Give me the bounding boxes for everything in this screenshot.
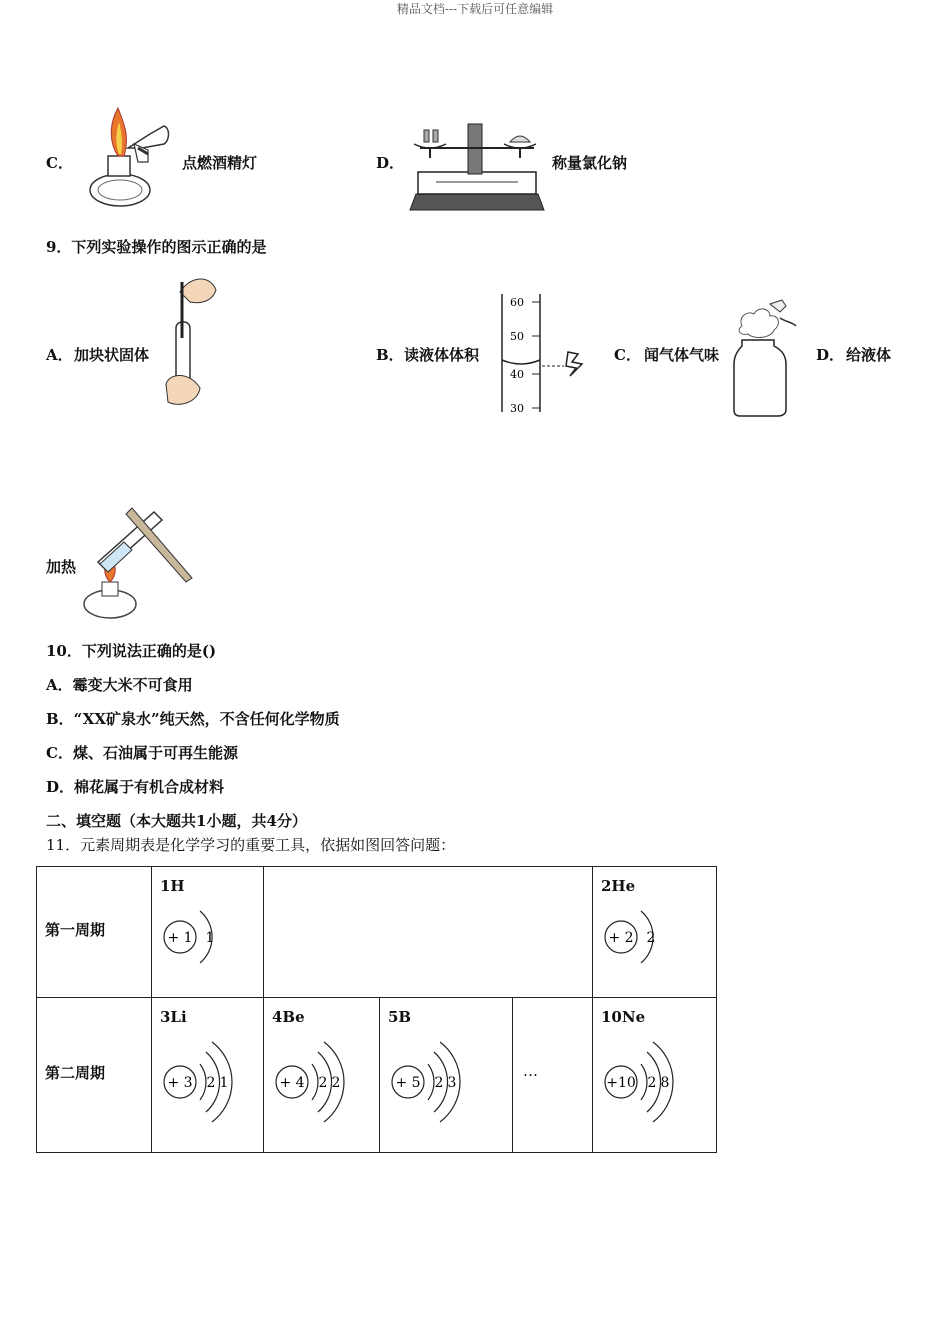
nucleus-li: + 3 xyxy=(167,1075,193,1091)
element-cell-b xyxy=(380,998,513,1153)
element-cell-ne xyxy=(593,998,717,1153)
ellipsis-cell xyxy=(513,998,593,1153)
period-2-cell xyxy=(37,998,152,1153)
q9-option-d-text-cont: 加热 xyxy=(46,558,77,576)
atom-diagram-h xyxy=(160,909,220,965)
atom-diagram-he xyxy=(601,909,661,965)
period-1-label: 第一周期 xyxy=(45,921,106,939)
nucleus-ne: +10 xyxy=(606,1075,636,1091)
q9-option-c-text: 闻气体气味 xyxy=(644,346,720,364)
q9-option-d-letter: D． xyxy=(816,346,845,364)
element-cell-h xyxy=(152,867,264,998)
q9-option-b-letter: B． xyxy=(376,346,404,364)
cylinder-tick-40: 40 xyxy=(510,368,524,381)
q10-option-d: D．棉花属于有机合成材料 xyxy=(46,778,225,796)
element-label-he: 2He xyxy=(601,877,636,895)
element-cell-he xyxy=(593,867,717,998)
cylinder-tick-50: 50 xyxy=(510,330,524,343)
q10-option-c: C．煤、石油属于可再生能源 xyxy=(46,744,238,762)
periodic-table xyxy=(36,866,717,1153)
smelling-gas-figure xyxy=(730,296,800,418)
q8-option-c-text: 点燃酒精灯 xyxy=(182,154,258,172)
graduated-cylinder-figure xyxy=(498,292,594,416)
shell-ne-2: 8 xyxy=(660,1075,670,1091)
period-2-label: 第二周期 xyxy=(45,1064,106,1082)
ellipsis: … xyxy=(523,1062,538,1080)
q8-option-d-text: 称量氯化钠 xyxy=(552,154,628,172)
nucleus-b: + 5 xyxy=(395,1075,421,1091)
page-header: 精品文档---下载后可任意编辑 xyxy=(396,2,554,16)
period-1-cell xyxy=(37,867,152,998)
q9-option-a-letter: A． xyxy=(46,346,73,364)
q9-stem: 9．下列实验操作的图示正确的是 xyxy=(46,238,267,256)
atom-diagram-be xyxy=(272,1040,352,1124)
adding-solid-figure xyxy=(160,272,220,412)
shell-ne-1: 2 xyxy=(647,1075,657,1091)
shell-li-2: 1 xyxy=(219,1075,229,1091)
q10-option-a: A．霉变大米不可食用 xyxy=(46,676,193,694)
shell-be-1: 2 xyxy=(318,1075,328,1091)
element-cell-li xyxy=(152,998,264,1153)
q9-option-c-letter: C． xyxy=(614,346,641,364)
shell-be-2: 2 xyxy=(331,1075,341,1091)
heating-liquid-figure xyxy=(76,504,196,622)
q8-option-c-letter: C． xyxy=(46,154,73,172)
cylinder-tick-60: 60 xyxy=(510,296,524,309)
atom-diagram-ne xyxy=(601,1040,681,1124)
atom-diagram-b xyxy=(388,1040,468,1124)
q8-option-d-letter: D． xyxy=(376,154,405,172)
shell-h-1: 1 xyxy=(205,930,215,946)
element-label-h: 1H xyxy=(160,877,185,895)
element-label-li: 3Li xyxy=(160,1008,187,1026)
section-2-title: 二、填空题（本大题共1小题，共4分） xyxy=(46,812,307,830)
nucleus-he: + 2 xyxy=(608,930,634,946)
q10-stem: 10．下列说法正确的是() xyxy=(46,642,217,660)
shell-li-1: 2 xyxy=(206,1075,216,1091)
q9-option-d-text: 给液体 xyxy=(846,346,892,364)
q10-option-b: B．“XX矿泉水”纯天然，不含任何化学物质 xyxy=(46,710,340,728)
q9-option-b-text: 读液体体积 xyxy=(404,346,480,364)
shell-he-1: 2 xyxy=(646,930,656,946)
atom-diagram-li xyxy=(160,1040,240,1124)
nucleus-be: + 4 xyxy=(279,1075,305,1091)
element-cell-be xyxy=(264,998,380,1153)
alcohol-lamp-lighting-figure xyxy=(78,104,174,212)
element-label-be: 4Be xyxy=(272,1008,305,1026)
balance-scale-figure xyxy=(406,122,548,212)
shell-b-1: 2 xyxy=(434,1075,444,1091)
shell-b-2: 3 xyxy=(447,1075,457,1091)
empty-cell xyxy=(264,867,593,998)
element-label-b: 5B xyxy=(388,1008,412,1026)
q11-stem: 11．元素周期表是化学学习的重要工具，依据如图回答问题： xyxy=(46,836,456,854)
cylinder-tick-30: 30 xyxy=(510,402,524,415)
q9-option-a-text: 加块状固体 xyxy=(74,346,150,364)
element-label-ne: 10Ne xyxy=(601,1008,646,1026)
nucleus-h: + 1 xyxy=(167,930,193,946)
